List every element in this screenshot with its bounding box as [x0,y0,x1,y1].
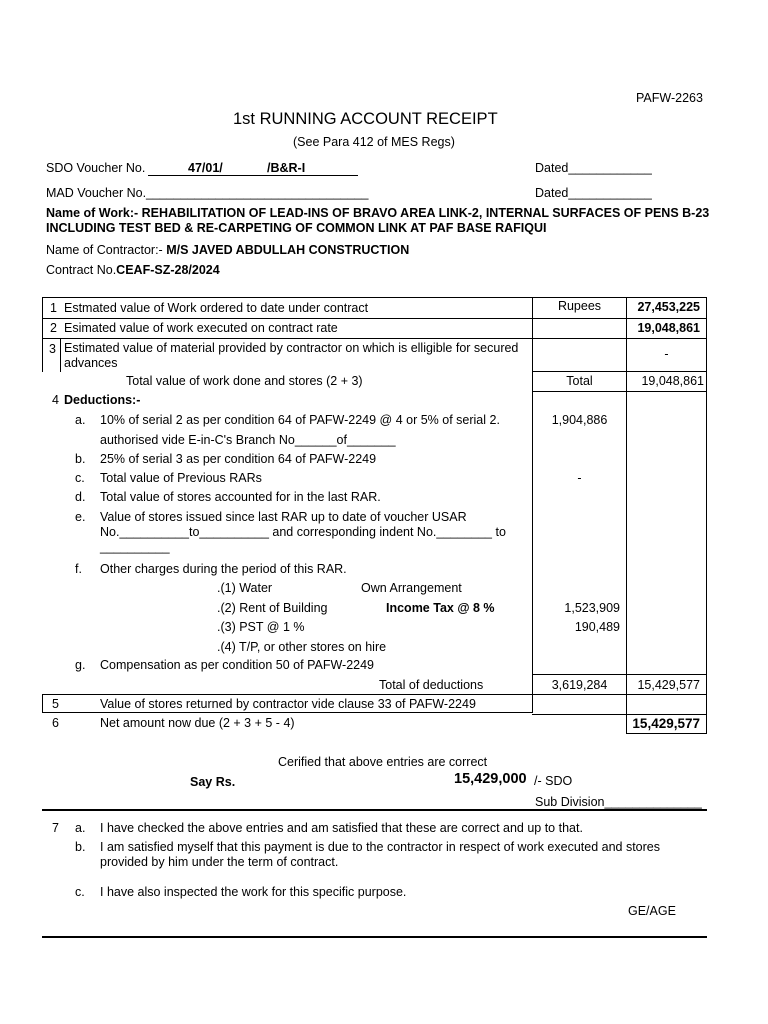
name-of-work: Name of Work:- REHABILITATION OF LEAD-INS OF BRAVO AREA LINK-2, INTERNAL SURFACES OF PENS B-23 INCLUDING TEST BED & RE-CARPETING OF COMMON LINK AT PAF BASE RAFIQUI [46,206,710,235]
row3-num-border [60,338,61,372]
sub-division: Sub Division______________ [535,795,702,809]
row-divider [42,318,707,319]
row-divider [42,338,707,339]
row1-col1: Rupees [557,299,602,313]
table-top-border [42,297,707,298]
total-text: Total value of work done and stores (2 + 3) [126,374,363,388]
col2-left-border [626,297,627,733]
net-amount-bottom [626,733,707,734]
sdo-voucher-field [148,161,358,176]
row3-num: 3 [49,342,56,356]
row-divider [532,371,707,372]
item-c-text: Total value of Previous RARs [100,471,262,485]
row6-text: Net amount now due (2 + 3 + 5 - 4) [100,716,295,730]
section7-b-letter: b. [75,840,86,854]
row-divider [42,712,533,713]
item-f1: .(1) Water [217,581,273,595]
sdo-voucher-value: 47/01/ [188,161,223,175]
item-f1-note: Own Arrangement [361,581,462,595]
form-code: PAFW-2263 [636,91,703,105]
item-e-text3: __________ [100,540,170,554]
item-f3: .(3) PST @ 1 % [217,620,305,634]
item-c-letter: c. [75,471,85,485]
contract-number: CEAF-SZ-28/2024 [116,263,220,277]
section7-c-text: I have also inspected the work for this specific purpose. [100,885,407,899]
bottom-divider [42,936,707,938]
section-divider [42,809,707,811]
row2-col2: 19,048,861 [637,321,700,335]
mad-voucher-label: MAD Voucher No. [46,186,147,200]
row5-left-border [42,694,43,713]
row1-num: 1 [50,301,57,315]
total-deductions-col1: 3,619,284 [551,678,608,692]
row2-text: Esimated value of work executed on contract rate [64,321,338,335]
row1-col2: 27,453,225 [637,300,700,314]
sdo-voucher-value2: /B&R-I [267,161,306,175]
contract-label: Contract No. [46,263,117,277]
say-rs-amount: 15,429,000 [454,771,527,787]
contractor [46,243,409,257]
item-f-text: Other charges during the period of this RAR. [100,562,347,576]
contractor-label: Name of Contractor:- [46,243,163,257]
item-a-text: 10% of serial 2 as per condition 64 of PAFW-2249 @ 4 or 5% of serial 2. [100,413,500,427]
row2-num: 2 [50,321,57,335]
say-rs-suffix: /- SDO [534,774,573,788]
section7-b-text2: provided by him under the term of contract. [100,855,339,869]
item-d-text: Total value of stores accounted for in the last RAR. [100,490,381,504]
item-c-col1: - [577,471,582,485]
item-b-text: 25% of serial 3 as per condition 64 of PAFW-2249 [100,452,377,466]
say-rs-label: Say Rs. [190,775,236,789]
section7-a-letter: a. [75,821,86,835]
item-a-text2: authorised vide E-in-C's Branch No______of_______ [100,433,396,447]
table-left-border [42,297,43,372]
item-e-text2: No.__________to__________ and corresponding indent No.________ to [100,525,506,539]
item-e-text: Value of stores issued since last RAR up to date of voucher USAR [100,510,467,524]
row4-num: 4 [52,393,59,407]
section7-c-letter: c. [75,885,85,899]
contractor-name: M/S JAVED ABDULLAH CONSTRUCTION [166,243,410,257]
net-amount: 15,429,577 [632,716,700,731]
row5-num: 5 [52,697,59,711]
row3-text: Estimated value of material provided by contractor on which is elligible for secured advances [64,341,519,370]
item-f4: .(4) T/P, or other stores on hire [217,640,387,654]
item-f2-col1: 1,523,909 [564,601,620,615]
row-divider [532,714,707,715]
row3-col2: - [664,347,669,361]
total-col2: 19,048,861 [641,374,704,388]
contract [46,263,220,277]
total-deductions-text: Total of deductions [379,678,484,692]
row1-text: Estmated value of Work ordered to date under contract [64,301,369,315]
sdo-dated: Dated____________ [535,161,652,175]
item-g-letter: g. [75,658,86,672]
col1-left-border [532,297,533,712]
item-d-letter: d. [75,490,86,504]
row-divider [42,694,707,695]
row-divider [532,674,707,675]
mad-voucher-blank: ________________________________ [146,186,369,200]
total-deductions-col2: 15,429,577 [637,678,700,692]
item-f3-col1: 190,489 [574,620,620,634]
item-b-letter: b. [75,452,86,466]
item-a-col1: 1,904,886 [551,413,608,427]
section7-num: 7 [52,821,59,835]
mad-dated: Dated____________ [535,186,652,200]
item-g-text: Compensation as per condition 50 of PAFW-2249 [100,658,374,672]
table-right-border [706,297,707,733]
certified-text: Cerified that above entries are correct [278,755,488,769]
section7-b-text: I am satisfied myself that this payment is due to the contractor in respect of work executed and stores [100,840,660,854]
page-title: 1st RUNNING ACCOUNT RECEIPT [233,110,498,128]
sdo-voucher-label: SDO Voucher No. [46,161,146,175]
total-col1: Total [566,374,593,388]
item-f2-income-tax: Income Tax @ 8 % [386,601,495,615]
item-f2: .(2) Rent of Building [217,601,328,615]
item-a-letter: a. [75,413,86,427]
item-f-letter: f. [75,562,82,576]
item-e-letter: e. [75,510,86,524]
section7-a-text: I have checked the above entries and am satisfied that these are correct and up to that. [100,821,583,835]
subtitle: (See Para 412 of MES Regs) [293,135,455,149]
row6-num: 6 [52,716,59,730]
deductions-heading: Deductions:- [64,393,141,407]
row5-text: Value of stores returned by contractor vide clause 33 of PAFW-2249 [100,697,476,711]
ge-age: GE/AGE [628,904,676,918]
row-divider [532,391,707,392]
